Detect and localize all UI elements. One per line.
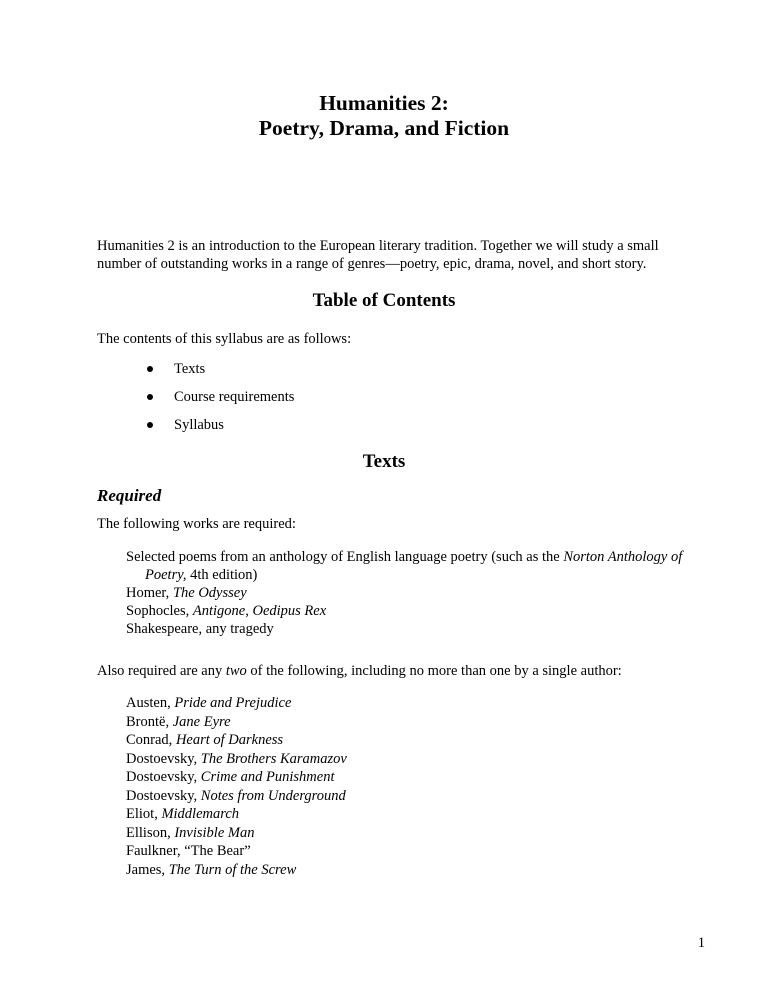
work-title: The Odyssey [172, 585, 247, 601]
also-lead-part: Also required are any [97, 663, 226, 679]
list-item [126, 842, 347, 861]
work-title: Oedipus Rex [252, 603, 327, 619]
work-title: The Brothers Karamazov [200, 750, 347, 767]
list-item [126, 824, 347, 843]
list-item [126, 768, 347, 787]
toc-list [145, 360, 294, 444]
also-lead-part: of the following, including no more than one by a single author: [246, 663, 622, 679]
work-title: Heart of Darkness [175, 732, 284, 748]
work-author: Sophocles, [126, 603, 193, 619]
work-author: James, [126, 861, 169, 878]
toc-item-syllabus: Syllabus [145, 416, 294, 444]
work-title: Jane Eyre [172, 713, 231, 730]
toc-heading: Table of Contents [312, 290, 456, 311]
work-author: Dostoevsky, [126, 750, 201, 767]
document-title [0, 91, 768, 141]
list-item [126, 584, 726, 602]
list-item [126, 787, 347, 806]
work-author: Austen, [126, 695, 175, 711]
work-author: Eliot, [126, 806, 162, 822]
toc-item-course-requirements: Course requirements [145, 388, 294, 416]
toc-lead-text: The contents of this syllabus are as follows: [97, 331, 352, 347]
work-author: Faulkner, “The Bear” [126, 843, 251, 859]
work-title: Pride and Prejudice [174, 695, 292, 711]
intro-line-2: number of outstanding works in a range of genres—poetry, epic, drama, novel, and short story. [97, 256, 647, 272]
texts-heading: Texts [362, 451, 406, 472]
title-line-1: Humanities 2: [319, 91, 449, 115]
list-item [126, 620, 726, 638]
list-item [126, 805, 347, 824]
intro-paragraph [97, 237, 697, 273]
work-author: Dostoevsky, [126, 787, 201, 804]
elective-works-list [126, 694, 347, 879]
list-item [126, 750, 347, 769]
work-author: Shakespeare, any tragedy [126, 621, 274, 637]
intro-line-1: Humanities 2 is an introduction to the European literary tradition. Together we will study a small [97, 238, 659, 254]
list-item [126, 731, 347, 750]
work-suffix: 4th edition) [186, 567, 258, 583]
work-title: Middlemarch [161, 806, 240, 822]
work-title: Crime and Punishment [200, 769, 335, 785]
work-author: Conrad, [126, 732, 176, 748]
work-author: Brontë, [126, 713, 173, 730]
work-author: Homer, [126, 585, 173, 601]
work-author: Ellison, [126, 824, 175, 841]
list-item [126, 694, 347, 713]
list-item [126, 861, 347, 880]
work-title: Invisible Man [174, 824, 255, 841]
required-works-list [126, 548, 726, 638]
list-item [126, 548, 726, 584]
list-item [126, 602, 726, 620]
work-author: Dostoevsky, [126, 769, 201, 785]
page-number: 1 [697, 935, 705, 951]
also-required-lead [97, 662, 622, 680]
work-title: Notes from Underground [200, 787, 346, 804]
work-title: Norton Anthology of Poetry, [145, 549, 683, 583]
required-lead-text: The following works are required: [97, 516, 296, 532]
toc-item-texts: Texts [145, 360, 294, 388]
title-line-2: Poetry, Drama, and Fiction [258, 116, 510, 140]
work-title: The Turn of the Screw [168, 861, 297, 878]
work-separator: , [245, 603, 253, 619]
also-lead-emphasis: two [225, 663, 247, 679]
work-author: Selected poems from an anthology of English language poetry (such as the [126, 549, 564, 565]
list-item [126, 713, 347, 732]
required-subheading: Required [97, 486, 162, 505]
work-title: Antigone [192, 603, 246, 619]
